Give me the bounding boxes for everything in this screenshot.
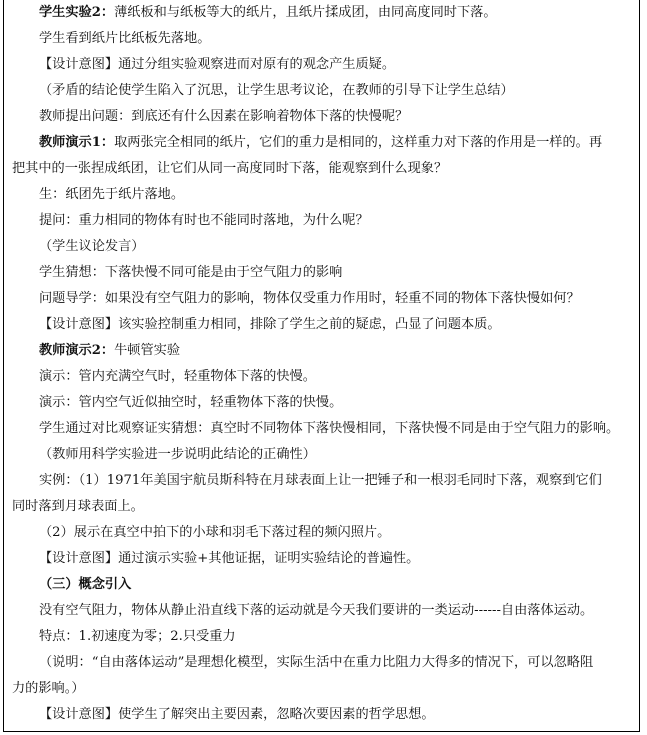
line-text: 演示：管内充满空气时，轻重物体下落的快慢。 — [39, 369, 316, 384]
line-text: （学生议论发言） — [39, 239, 145, 254]
text-line — [4, 368, 639, 386]
text-line — [4, 420, 639, 438]
line-text: 【设计意图】通过分组实验观察进而对原有的观念产生质疑。 — [39, 57, 396, 72]
line-text: 【设计意图】使学生了解突出主要因素，忽略次要因素的哲学思想。 — [39, 707, 435, 722]
text-line — [4, 186, 639, 204]
line-text: （2）展示在真空中拍下的小球和羽毛下落过程的频闪照片。 — [39, 525, 391, 540]
line-text: 没有空气阻力，物体从静止沿直线下落的运动就是今天我们要讲的一类运动------自由落体运动。 — [39, 603, 594, 618]
text-line — [4, 550, 639, 568]
line-text: 学生看到纸片比纸板先落地。 — [39, 31, 211, 46]
text-line — [4, 82, 639, 100]
text-line — [4, 524, 639, 542]
line-text: 薄纸板和与纸板等大的纸片，且纸片揉成团，由同高度同时下落。 — [114, 5, 497, 20]
text-line — [4, 342, 639, 360]
text-line — [4, 394, 639, 412]
line-text: 同时落到月球表面上。 — [12, 499, 144, 514]
line-text: 牛顿管实验 — [114, 343, 181, 358]
line-text: （说明：“自由落体运动”是理想化模型，实际生活中在重力比阻力大得多的情况下，可以忽略阻 — [39, 655, 594, 670]
text-line — [4, 316, 639, 334]
text-line — [4, 602, 639, 620]
line-text: （矛盾的结论使学生陷入了沉思，让学生思考议论，在教师的引导下让学生总结） — [39, 83, 514, 98]
text-line — [4, 446, 639, 464]
text-line — [4, 134, 639, 152]
bold-heading: （三）概念引入 — [39, 577, 132, 592]
line-text: 生：纸团先于纸片落地。 — [39, 187, 185, 202]
bold-heading: 学生实验2： — [39, 5, 115, 20]
text-line — [4, 706, 639, 724]
line-text: 问题导学：如果没有空气阻力的影响，物体仅受重力作用时，轻重不同的物体下落快慢如何？ — [39, 291, 580, 306]
bold-heading: 教师演示2： — [39, 343, 115, 358]
line-text: 实例：（1）1971年美国宇航员斯科特在月球表面上让一把锤子和一根羽毛同时下落，观察到它们 — [39, 473, 602, 488]
table-cell-frame — [3, 0, 640, 732]
line-text: 演示：管内空气近似抽空时，轻重物体下落的快慢。 — [39, 395, 343, 410]
line-text: 取两张完全相同的纸片，它们的重力是相同的，这样重力对下落的作用是一样的。再 — [114, 135, 603, 150]
text-line — [4, 238, 639, 256]
bold-heading: 教师演示1： — [39, 135, 115, 150]
line-text: 学生通过对比观察证实猜想：真空时不同物体下落快慢相同，下落快慢不同是由于空气阻力的影响。 — [39, 421, 620, 436]
line-text: 特点：1.初速度为零；2.只受重力 — [39, 629, 236, 644]
text-line — [4, 628, 639, 646]
text-line — [4, 212, 639, 230]
line-text: 把其中的一张捏成纸团，让它们从同一高度同时下落，能观察到什么现象？ — [12, 161, 448, 176]
line-text: 教师提出问题：到底还有什么因素在影响着物体下落的快慢呢？ — [39, 109, 409, 124]
text-line — [4, 56, 639, 74]
text-line — [4, 472, 639, 490]
line-text: 学生猜想：下落快慢不同可能是由于空气阻力的影响 — [39, 265, 343, 280]
text-line — [4, 160, 639, 178]
text-line — [4, 264, 639, 282]
text-line — [4, 680, 639, 698]
line-text: （教师用科学实验进一步说明此结论的正确性） — [39, 447, 316, 462]
text-line — [4, 4, 639, 22]
text-line — [4, 498, 639, 516]
line-text: 力的影响。） — [12, 681, 85, 696]
text-line — [4, 654, 639, 672]
line-text: 【设计意图】该实验控制重力相同，排除了学生之前的疑虑，凸显了问题本质。 — [39, 317, 501, 332]
text-line — [4, 576, 639, 594]
line-text: 提问：重力相同的物体有时也不能同时落地，为什么呢？ — [39, 213, 369, 228]
text-line — [4, 290, 639, 308]
line-text: 【设计意图】通过演示实验+其他证据，证明实验结论的普遍性。 — [39, 551, 420, 566]
text-line — [4, 108, 639, 126]
text-line — [4, 30, 639, 48]
